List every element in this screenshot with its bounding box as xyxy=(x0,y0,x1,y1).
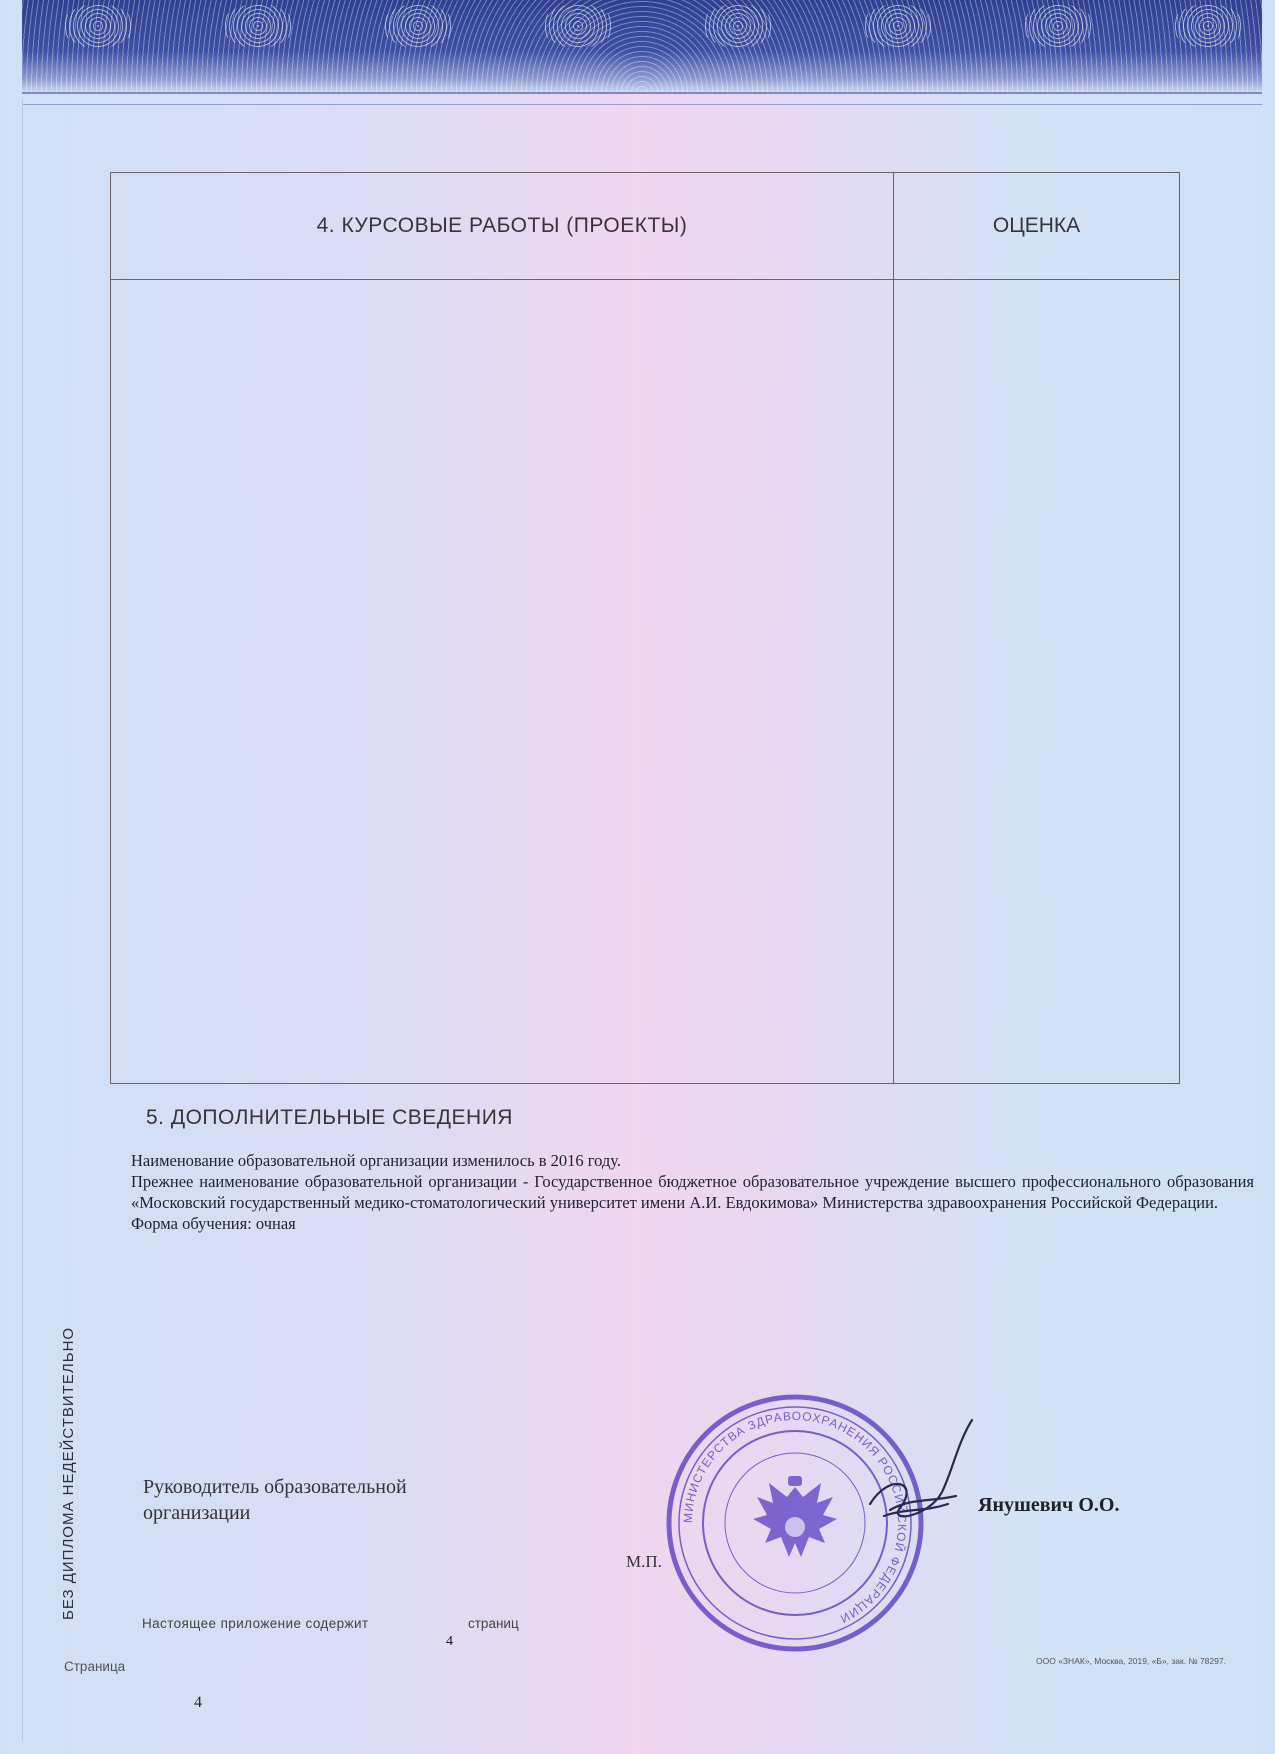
stamp-place-label: М.П. xyxy=(626,1552,662,1571)
info-line: Наименование образовательной организации изменилось в 2016 году. xyxy=(131,1151,622,1170)
handwritten-signature xyxy=(860,1412,980,1542)
grade-body-cell xyxy=(894,280,1180,1084)
seal-ring-text: МИНИСТЕРСТВА ЗДРАВООХРАНЕНИЯ РОССИЙСКОЙ ФЕДЕРАЦИИ xyxy=(680,1408,910,1627)
page-number: 4 xyxy=(194,1694,202,1711)
pages-count-prefix: Настоящее приложение содержит xyxy=(142,1616,369,1631)
rosette-ornament xyxy=(222,4,294,48)
rosette-ornament xyxy=(542,4,614,48)
rosette-ornament xyxy=(1022,4,1094,48)
printer-imprint: ООО «ЗНАК», Москва, 2019, «Б», зак. № 78297. xyxy=(1036,1656,1226,1666)
info-line: Форма обучения: очная xyxy=(131,1214,296,1233)
courses-table xyxy=(110,172,1180,1084)
section5-title: 5. ДОПОЛНИТЕЛЬНЫЕ СВЕДЕНИЯ xyxy=(146,1106,513,1129)
courses-body-cell xyxy=(111,280,894,1084)
guilloche-border xyxy=(22,0,1262,94)
head-label xyxy=(143,1474,407,1526)
double-headed-eagle-icon xyxy=(753,1476,837,1557)
head-label-line: Руководитель образовательной xyxy=(143,1476,407,1498)
info-line: Прежнее наименование образовательной организации - Государственное бюджетное образовательное учреждение высшего профессионального образования «Московский государственный медико-стоматологический университет имени А.И. Евдокимова» Министерства здравоохранения Российской Федерации. xyxy=(131,1172,1254,1212)
rosette-ornament xyxy=(1172,4,1244,48)
rosette-ornament xyxy=(382,4,454,48)
grade-header: ОЦЕНКА xyxy=(894,173,1180,280)
page-edge xyxy=(22,100,23,1740)
rosette-ornament xyxy=(62,4,134,48)
page-label: Страница xyxy=(64,1659,126,1674)
top-rule xyxy=(22,104,1262,105)
validity-note: БЕЗ ДИПЛОМА НЕДЕЙСТВИТЕЛЬНО xyxy=(60,1326,77,1620)
pages-count-suffix: страниц xyxy=(468,1616,519,1631)
signer-name: Янушевич О.О. xyxy=(978,1494,1120,1516)
head-label-line: организации xyxy=(143,1502,251,1524)
rosette-ornament xyxy=(862,4,934,48)
additional-info xyxy=(131,1150,1254,1234)
rosette-ornament xyxy=(702,4,774,48)
pages-count-value: 4 xyxy=(446,1634,453,1649)
courses-header: 4. КУРСОВЫЕ РАБОТЫ (ПРОЕКТЫ) xyxy=(111,173,894,280)
